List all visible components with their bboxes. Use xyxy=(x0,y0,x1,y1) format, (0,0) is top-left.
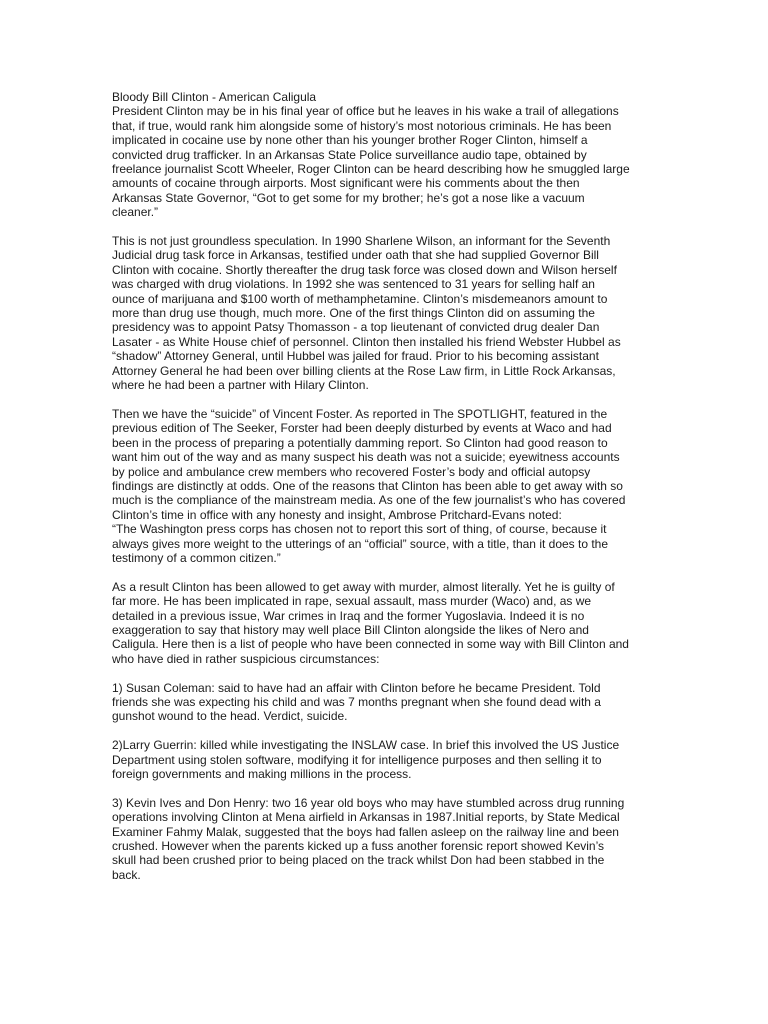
text-line: back. xyxy=(112,867,141,882)
paragraph xyxy=(112,234,660,392)
paragraph xyxy=(112,580,660,666)
text-line: Attorney General he had been over billing clients at the Rose Law firm, in Little Rock Arkansas, xyxy=(112,363,616,378)
text-line: Lasater - as White House chief of personnel. Clinton then installed his friend Webster Hubbel as xyxy=(112,334,621,349)
text-line: Then we have the “suicide” of Vincent Foster. As reported in The SPOTLIGHT, featured in the xyxy=(112,406,608,421)
text-line: findings are distinctly at odds. One of the reasons that Clinton has been able to get away with so xyxy=(112,478,623,493)
text-line: freelance journalist Scott Wheeler, Roger Clinton can be heard describing how he smuggled large xyxy=(112,162,630,177)
text-line: Clinton with cocaine. Shortly thereafter the drug task force was closed down and Wilson herself xyxy=(112,262,617,277)
text-line: was charged with drug violations. In 1992 she was sentenced to 31 years for selling half an xyxy=(112,277,595,292)
text-line: “shadow” Attorney General, until Hubbel was jailed for fraud. Prior to his becoming assistant xyxy=(112,349,599,364)
document-body xyxy=(112,104,660,882)
text-line: exaggeration to say that history may well place Bill Clinton alongside the likes of Nero and xyxy=(112,622,589,637)
text-line: much is the compliance of the mainstream media. As one of the few journalist’s who has covered xyxy=(112,493,626,508)
text-line: by police and ambulance crew members who recovered Foster’s body and official autopsy xyxy=(112,464,591,479)
text-line: implicated in cocaine use by none other than his younger brother Roger Clinton, himself a xyxy=(112,133,588,148)
document-title: Bloody Bill Clinton - American Caligula xyxy=(112,90,317,104)
text-line: This is not just groundless speculation. In 1990 Sharlene Wilson, an informant for the Seventh xyxy=(112,234,611,249)
text-line: gunshot wound to the head. Verdict, suicide. xyxy=(112,709,348,724)
text-line: convicted drug trafficker. In an Arkansas State Police surveillance audio tape, obtained by xyxy=(112,147,587,162)
text-line: 1) Susan Coleman: said to have had an affair with Clinton before he became President. Told xyxy=(112,680,601,695)
text-line: cleaner.” xyxy=(112,205,159,220)
text-line: Clinton’s time in office with any honesty and insight, Ambrose Pritchard-Evans noted: xyxy=(112,507,562,522)
text-line: previous edition of The Seeker, Forster had been deeply disturbed by events at Waco and had xyxy=(112,421,612,436)
text-line: skull had been crushed prior to being placed on the track whilst Don had been stabbed in the xyxy=(112,853,605,868)
text-line: that, if true, would rank him alongside some of history’s most notorious criminals. He has been xyxy=(112,118,612,133)
text-line: presidency was to appoint Patsy Thomasson - a top lieutenant of convicted drug dealer Dan xyxy=(112,320,600,335)
paragraph xyxy=(112,407,660,565)
text-line: where he had been a partner with Hilary Clinton. xyxy=(112,378,369,393)
paragraph xyxy=(112,738,660,781)
paragraph xyxy=(112,104,660,219)
text-line: Caligula. Here then is a list of people who have been connected in some way with Bill Clinton and xyxy=(112,637,629,652)
text-line: Examiner Fahmy Malak, suggested that the boys had fallen asleep on the railway line and been xyxy=(112,824,619,839)
text-line: Judicial drug task force in Arkansas, testified under oath that she had supplied Governor Bill xyxy=(112,248,599,263)
text-line: foreign governments and making millions in the process. xyxy=(112,767,412,782)
text-line: want him out of the way and as many suspect his death was not a suicide; eyewitness accounts xyxy=(112,450,620,465)
text-line: Arkansas State Governor, “Got to get some for my brother; he’s got a nose like a vacuum xyxy=(112,190,585,205)
text-line: who have died in rather suspicious circumstances: xyxy=(112,651,380,666)
paragraph xyxy=(112,681,660,724)
document-title-block xyxy=(112,90,660,104)
text-line: always gives more weight to the utterings of an “official” source, with a title, than it does to the xyxy=(112,536,609,551)
text-line: 3) Kevin Ives and Don Henry: two 16 year old boys who may have stumbled across drug running xyxy=(112,795,625,810)
paragraph xyxy=(112,796,660,882)
text-line: testimony of a common citizen.” xyxy=(112,550,281,565)
text-line: President Clinton may be in his final year of office but he leaves in his wake a trail of allegations xyxy=(112,104,619,119)
text-line: amounts of cocaine through airports. Most significant were his comments about the then xyxy=(112,176,580,191)
text-line: ounce of marijuana and $100 worth of methamphetamine. Clinton’s misdemeanors amount to xyxy=(112,291,608,306)
text-line: detailed in a previous issue, War crimes in Iraq and the former Yugoslavia. Indeed it is no xyxy=(112,608,585,623)
document-page xyxy=(112,90,660,897)
text-line: “The Washington press corps has chosen not to report this sort of thing, of course, because it xyxy=(112,522,607,537)
text-line: far more. He has been implicated in rape, sexual assault, mass murder (Waco) and, as we xyxy=(112,594,592,609)
text-line: operations involving Clinton at Mena airfield in Arkansas in 1987.Initial reports, by State Medical xyxy=(112,810,620,825)
text-line: been in the process of preparing a potentially damming report. So Clinton had good reason to xyxy=(112,435,608,450)
text-line: more than drug use though, much more. One of the first things Clinton did on assuming the xyxy=(112,306,595,321)
text-line: friends she was expecting his child and was 7 months pregnant when she found dead with a xyxy=(112,695,601,709)
text-line: Department using stolen software, modifying it for intelligence purposes and then selling it to xyxy=(112,752,602,767)
text-line: As a result Clinton has been allowed to get away with murder, almost literally. Yet he is guilty of xyxy=(112,579,615,594)
text-line: 2)Larry Guerrin: killed while investigating the INSLAW case. In brief this involved the US Justice xyxy=(112,738,620,753)
text-line: crushed. However when the parents kicked up a fuss another forensic report showed Kevin’s xyxy=(112,839,605,854)
